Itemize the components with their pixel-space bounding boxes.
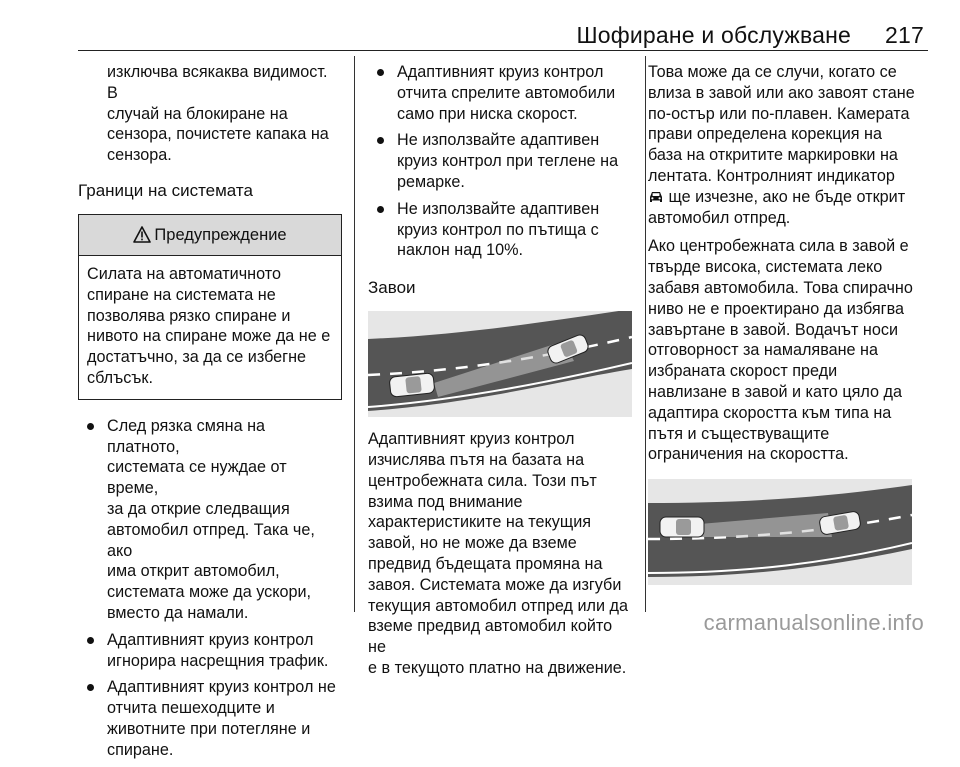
text-line: има открит автомобил, (107, 562, 280, 581)
text-line: лентата. Контролният индикатор (648, 166, 895, 185)
text-line: сблъсък. (87, 368, 153, 387)
text-line: предвид бъдещата промяна на (368, 554, 603, 573)
page-number: 217 (885, 22, 924, 48)
text-line: круиз контрол при теглене на (397, 152, 619, 171)
bullet-list (78, 416, 342, 761)
header-title: Шофиране и обслужване (576, 22, 852, 48)
car-icon (660, 517, 704, 537)
text-line: ремарке. (397, 172, 465, 191)
text-line: ограничения на скоростта. (648, 445, 849, 464)
text-line: по-остър или по-плавен. Камерата (648, 104, 910, 123)
text-line: характеристиките на текущия (368, 513, 592, 532)
text-line: база на откритите маркировки на (648, 146, 898, 165)
warning-header (79, 215, 341, 256)
text-line: автомобил отпред. (648, 208, 791, 227)
text-line: достатъчно, за да се избегне (87, 348, 307, 367)
intro-text (78, 62, 342, 166)
text-line: Адаптивният круиз контрол не (107, 678, 336, 697)
text-line: прави определена корекция на (648, 125, 882, 144)
text-line: автомобил отпред. Така че, ако (107, 520, 315, 560)
text-line: навлизане в завой и като цяло да (648, 382, 902, 401)
list-item (368, 130, 632, 192)
text-line: системата може да ускори, (107, 583, 312, 602)
list-item (78, 630, 342, 672)
text-line (648, 187, 930, 208)
text-line: Адаптивният круиз контрол (107, 630, 314, 649)
watermark: carmanualsonline.info (703, 610, 924, 635)
list-item (78, 677, 342, 760)
column-2 (368, 62, 632, 679)
text-line: центробежната сила. Този път (368, 471, 597, 490)
text-line: сензора. (107, 146, 172, 165)
text-line: спиране. (107, 740, 174, 759)
text-line: Силата на автоматичното (87, 264, 281, 283)
text-line: само при ниска скорост. (397, 104, 578, 123)
text-line: игнорира насрещния трафик. (107, 651, 329, 670)
car-front-icon (648, 190, 664, 204)
column-divider-1 (354, 56, 355, 612)
text-line: позволява рязко спиране и (87, 306, 291, 325)
text-line: завой, но не може да вземе (368, 534, 577, 553)
warning-triangle-icon (133, 226, 151, 243)
text-line: изчислява пътя на базата на (368, 450, 585, 469)
text-line: спиране на системата не (87, 285, 276, 304)
list-item (368, 62, 632, 124)
text-span: ще изчезне, ако не бъде открит (668, 187, 906, 206)
column-1 (78, 62, 342, 767)
curve-illustration (368, 311, 632, 417)
text-line: отговорност за намаляване на (648, 341, 878, 360)
text-line: завъртане в завой. Водачът носи (648, 320, 898, 339)
car-icon (389, 373, 435, 397)
column-divider-2 (645, 56, 646, 612)
text-line: След рязка смяна на платното, (107, 416, 266, 456)
paragraph (648, 236, 930, 465)
text-line: сензора, почистете капака на (107, 125, 329, 144)
text-line: системата се нуждае от време, (107, 458, 287, 498)
text-line: отчита пешеходците и (107, 699, 275, 718)
text-line: взима под внимание (368, 492, 523, 511)
list-item (368, 199, 632, 261)
text-line: Адаптивният круиз контрол (397, 63, 604, 81)
text-line: твърде висока, системата леко (648, 258, 883, 277)
column-3 (648, 62, 930, 585)
warning-body (79, 256, 341, 399)
curves-paragraph (368, 429, 632, 679)
text-line: текущия автомобил отпред или да (368, 596, 628, 615)
text-line: Ако центробежната сила в завой е (648, 237, 909, 256)
text-line: изключва всякаква видимост. В (107, 63, 328, 102)
text-line: забавя автомобила. Това спирачно (648, 278, 913, 297)
text-line: вземе предвид автомобил който не (368, 617, 613, 657)
section-heading-system-limits: Граници на системата (78, 180, 253, 200)
page-header (576, 22, 924, 49)
list-item (78, 416, 342, 624)
text-line: избраната скорост преди (648, 362, 838, 381)
text-line: Не използвайте адаптивен (397, 199, 600, 218)
text-line: за да открие следващия (107, 499, 290, 518)
text-line: случай на блокиране на (107, 104, 288, 123)
text-line: адаптира скоростта към типа на (648, 403, 892, 422)
warning-box (78, 214, 342, 400)
text-line: ниво не е проектирано да избягва (648, 299, 905, 318)
text-line: животните при потегляне и (107, 719, 311, 738)
text-line: завоя. Системата може да изгуби (368, 575, 622, 594)
text-line: отчита спрелите автомобили (397, 83, 616, 102)
section-heading-curves: Завои (368, 278, 416, 298)
bullet-list (368, 62, 632, 261)
text-line: наклон над 10%. (397, 241, 524, 260)
text-line: Това може да се случи, когато се (648, 63, 897, 81)
text-line: пътя и съществуващите (648, 424, 830, 443)
text-line: Адаптивният круиз контрол (368, 430, 575, 449)
text-line: круиз контрол по пътища с (397, 220, 599, 239)
text-line: Не използвайте адаптивен (397, 131, 600, 150)
warning-title: Предупреждение (154, 225, 287, 244)
text-line: е в текущото платно на движение. (368, 658, 627, 677)
text-line: вместо да намали. (107, 603, 249, 622)
header-rule (78, 50, 928, 51)
curve-illustration (648, 479, 912, 585)
paragraph (648, 62, 930, 228)
text-line: нивото на спиране може да не е (87, 327, 331, 346)
text-line: влиза в завой или ако завоят стане (648, 83, 915, 102)
